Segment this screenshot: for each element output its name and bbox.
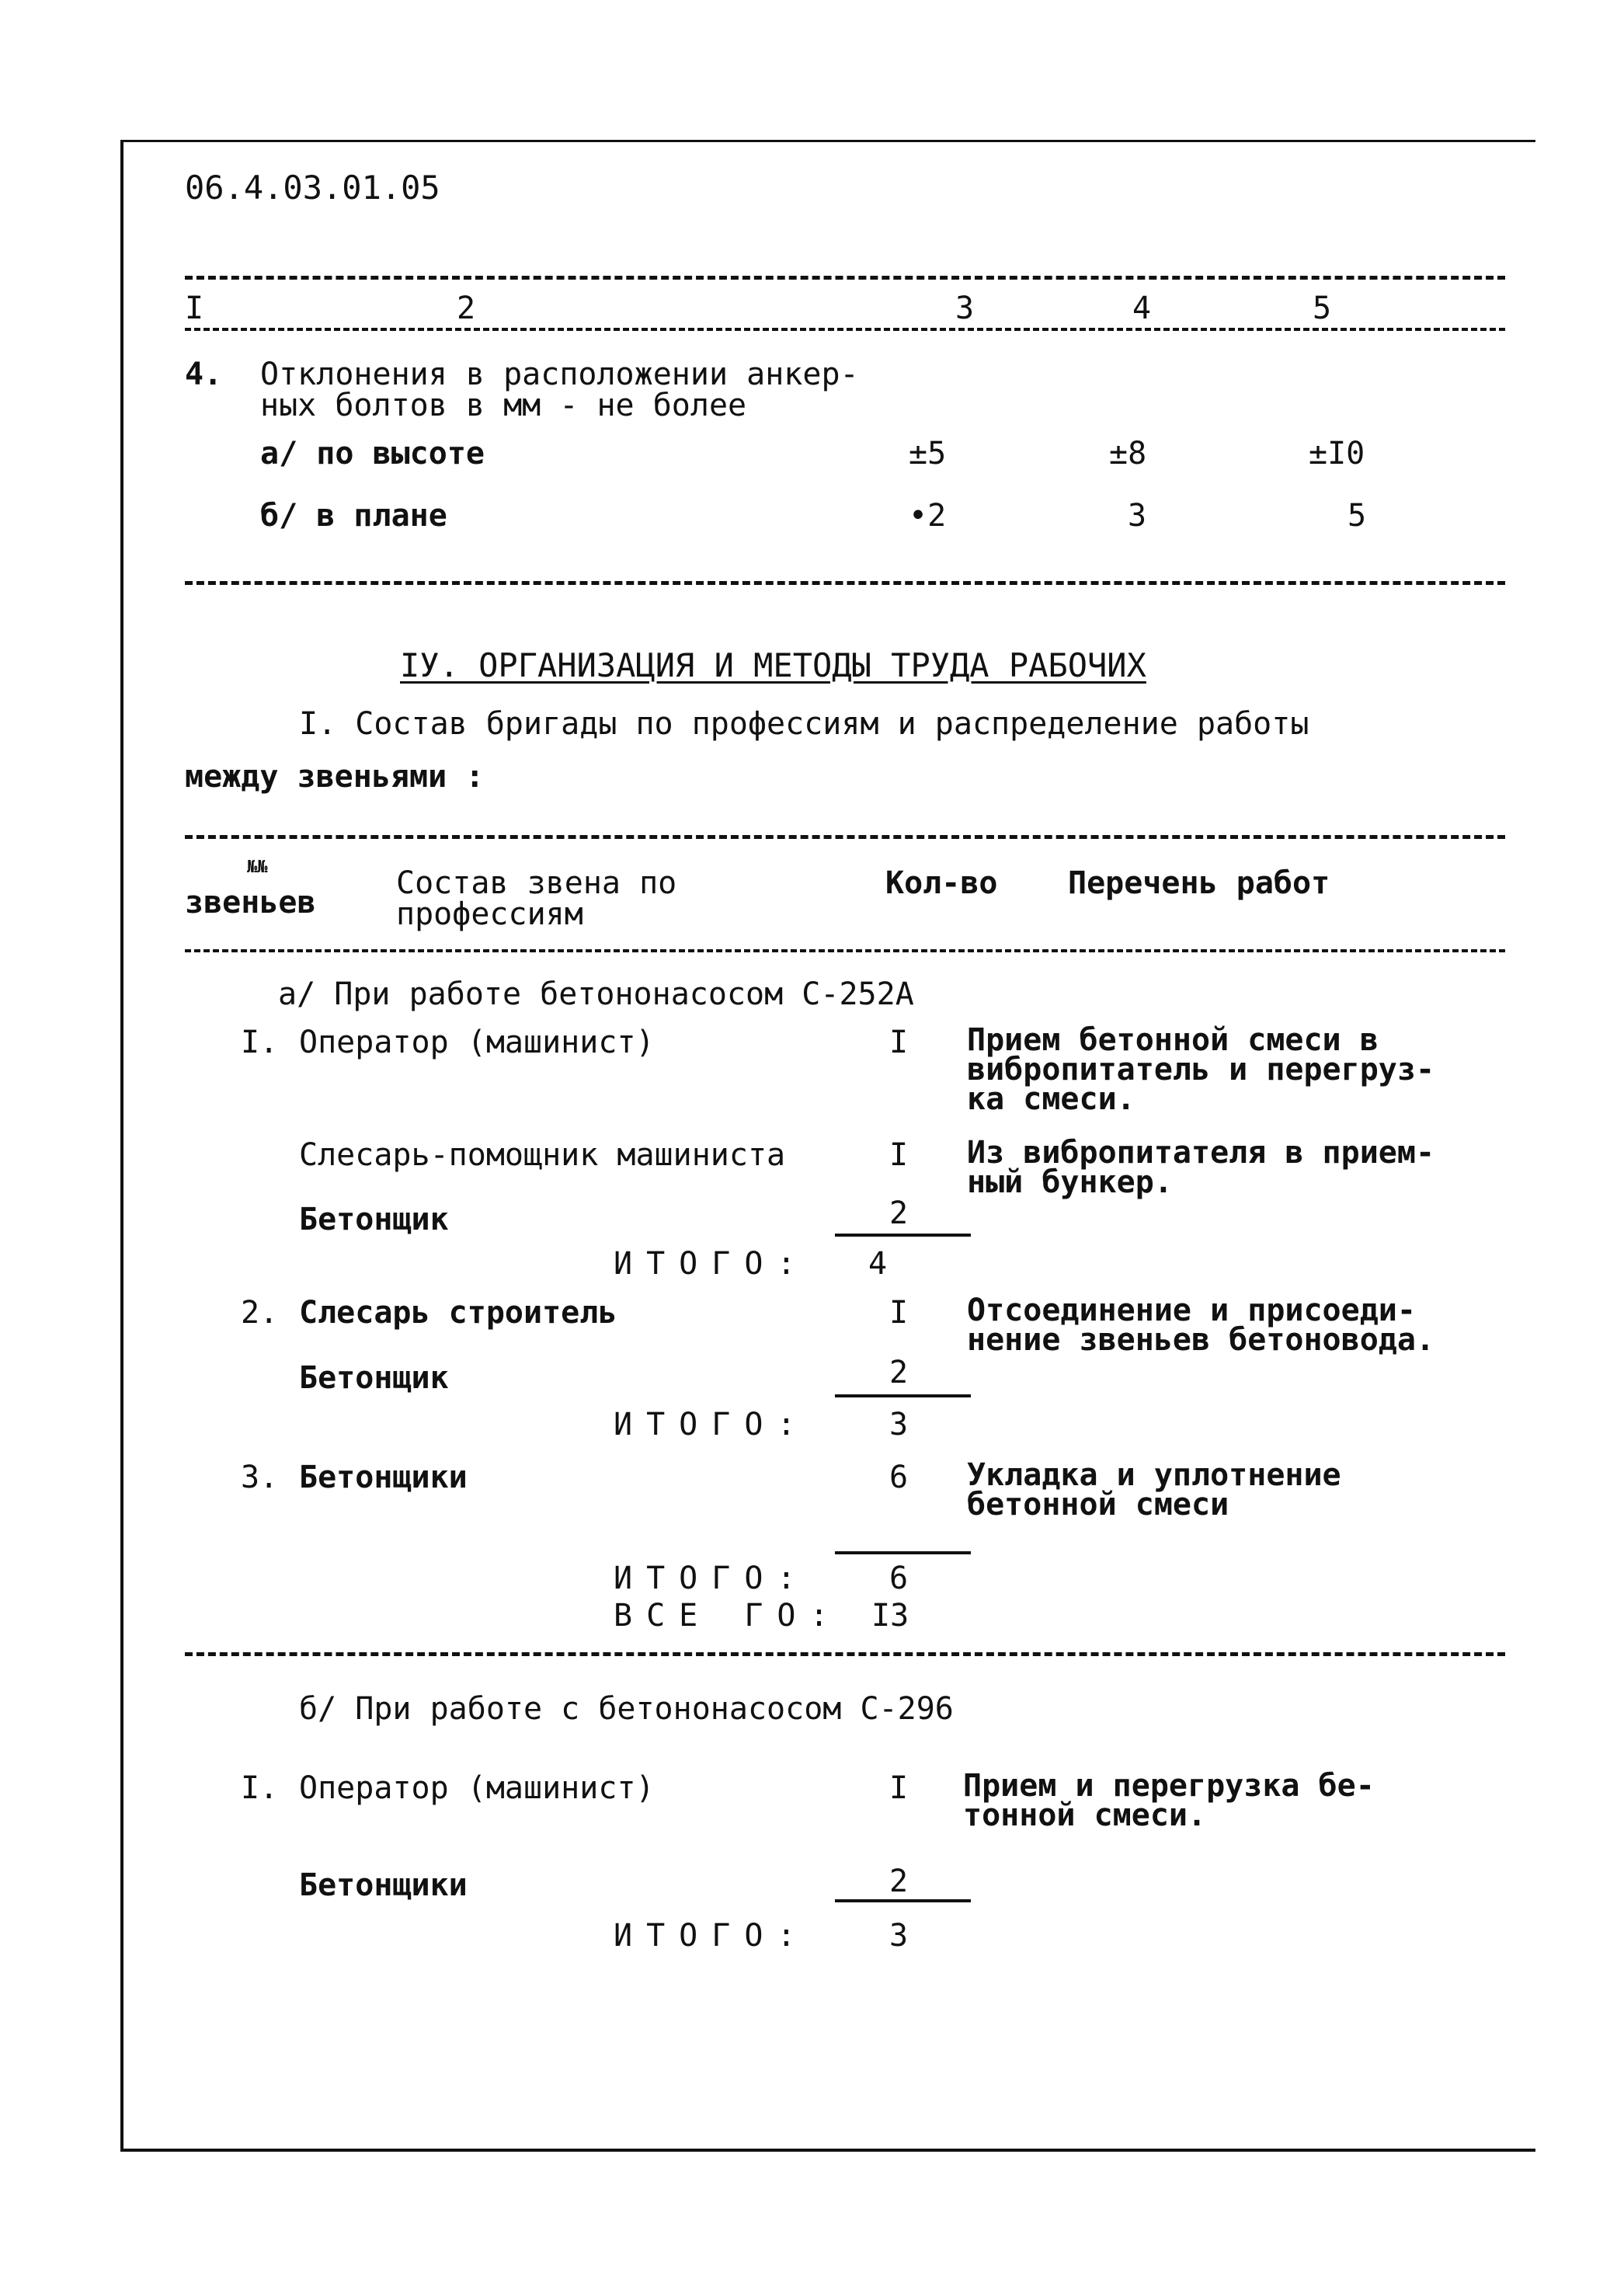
work-line: Прием бетонной смеси в: [967, 1022, 1379, 1058]
header-composition-line-2: профессиям: [396, 896, 583, 932]
work-line: Укладка и уплотнение: [967, 1457, 1341, 1493]
subtotal-rule: [835, 1234, 971, 1237]
intro-line-2: между звеньями :: [185, 759, 485, 795]
crew-role: Бетонщик: [299, 1360, 449, 1396]
header-units: звеньев: [185, 885, 316, 920]
col-header-4: 4: [1132, 291, 1152, 326]
item-number: 4.: [185, 357, 223, 392]
crew-quantity: 2: [889, 1355, 909, 1390]
crew-quantity: I: [889, 1137, 909, 1173]
unit-number: I.: [241, 1770, 279, 1806]
crew-role: Оператор (машинист): [299, 1025, 655, 1060]
part-b-title: б/ При работе с бетононасосом С-296: [299, 1691, 954, 1727]
work-line: ный бункер.: [967, 1164, 1173, 1200]
subtotal-value: 3: [889, 1918, 909, 1954]
crew-table-header-rule: [185, 949, 1505, 952]
row-value-col5: ±I0: [1309, 436, 1365, 472]
subtotal-rule: [835, 1551, 971, 1554]
row-value-col3: ±5: [909, 436, 947, 472]
grand-total-label: ВСЕ ГО:: [614, 1598, 843, 1634]
subtotal-label: ИТОГО:: [614, 1561, 810, 1596]
page-frame-top: [120, 140, 1535, 142]
col-header-5: 5: [1313, 291, 1332, 326]
table-top-rule: [185, 276, 1505, 280]
work-line: тонной смеси.: [963, 1797, 1207, 1833]
work-line: Отсоединение и присоеди-: [967, 1293, 1416, 1328]
page-frame-left: [120, 140, 123, 2152]
section-title-text: IУ. ОРГАНИЗАЦИЯ И МЕТОДЫ ТРУДА РАБОЧИХ: [400, 646, 1146, 684]
section-title: [400, 646, 1146, 684]
crew-role: Слесарь-помощник машиниста: [299, 1137, 786, 1173]
row-value-col5: 5: [1348, 498, 1367, 534]
subtotal-rule: [835, 1394, 971, 1397]
page-frame-bottom: [120, 2149, 1535, 2152]
work-line: вибропитатель и перегруз-: [967, 1052, 1435, 1088]
work-line: Прием и перегрузка бе-: [963, 1768, 1375, 1804]
crew-role: Слесарь строитель: [299, 1295, 617, 1331]
grand-total-value: I3: [871, 1598, 909, 1634]
intro-line-1: I. Состав бригады по профессиям и распределение работы: [299, 706, 1309, 742]
row-label: а/ по высоте: [260, 436, 485, 472]
crew-quantity: I: [889, 1295, 909, 1331]
subtotal-rule: [835, 1899, 971, 1902]
crew-role: Оператор (машинист): [299, 1770, 655, 1806]
work-line: ка смеси.: [967, 1081, 1135, 1117]
document-code: 06.4.03.01.05: [185, 169, 440, 207]
subtotal-label: ИТОГО:: [614, 1407, 810, 1443]
unit-number-superscript: №№: [247, 858, 268, 877]
work-line: нение звеньев бетоновода.: [967, 1322, 1435, 1358]
subtotal-label: ИТОГО:: [614, 1918, 810, 1954]
col-header-1: I: [185, 291, 204, 326]
crew-role: Бетонщики: [299, 1460, 468, 1495]
col-header-2: 2: [457, 291, 476, 326]
row-value-col4: ±8: [1109, 436, 1147, 472]
row-value-col4: 3: [1128, 498, 1147, 534]
part-a-title: а/ При работе бетононасосом С-252А: [278, 976, 914, 1012]
item-text-line-1: Отклонения в расположении анкер-: [260, 357, 859, 392]
work-line: Из вибропитателя в прием-: [967, 1135, 1435, 1171]
header-composition-line-1: Состав звена по: [396, 865, 677, 901]
col-header-3: 3: [955, 291, 975, 326]
unit-number: 3.: [241, 1460, 279, 1495]
work-line: бетонной смеси: [967, 1487, 1229, 1523]
unit-number: I.: [241, 1025, 279, 1060]
crew-role: Бетонщики: [299, 1867, 468, 1903]
crew-role: Бетонщик: [299, 1202, 449, 1237]
row-label: б/ в плане: [260, 498, 447, 534]
crew-quantity: I: [889, 1025, 909, 1060]
header-work-list: Перечень работ: [1068, 865, 1330, 901]
crew-quantity: 2: [889, 1864, 909, 1899]
unit-number: 2.: [241, 1295, 279, 1331]
subtotal-label: ИТОГО:: [614, 1246, 810, 1282]
crew-quantity: 2: [889, 1195, 909, 1231]
item-text-line-2: ных болтов в мм - не более: [260, 388, 747, 423]
crew-table-top-rule: [185, 835, 1505, 839]
part-a-bottom-rule: [185, 1652, 1505, 1656]
table-header-rule: [185, 328, 1505, 331]
header-quantity: Кол-во: [885, 865, 998, 901]
crew-quantity: I: [889, 1770, 909, 1806]
crew-quantity: 6: [889, 1460, 909, 1495]
table-bottom-rule: [185, 581, 1505, 585]
subtotal-value: 4: [868, 1246, 888, 1282]
subtotal-value: 3: [889, 1407, 909, 1443]
row-value-col3: •2: [909, 498, 947, 534]
subtotal-value: 6: [889, 1561, 909, 1596]
